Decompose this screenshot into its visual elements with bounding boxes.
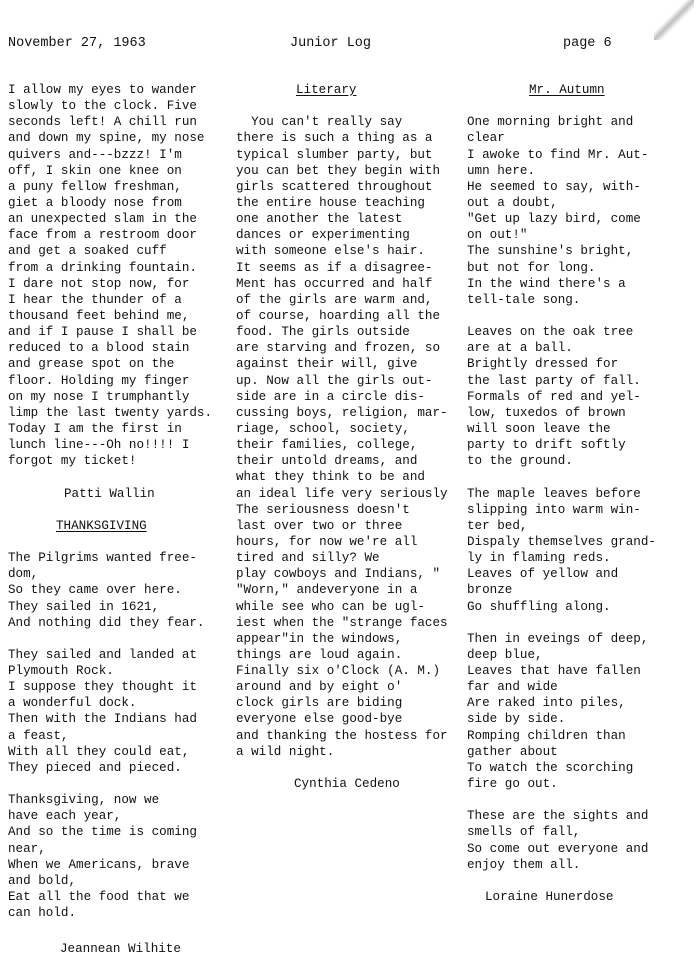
poem-line: on out!" bbox=[467, 228, 528, 243]
essay-line: "Worn," andeveryone in a bbox=[236, 583, 418, 598]
poem-line: And nothing did they fear. bbox=[8, 615, 205, 630]
poem-line: "Get up lazy bird, come bbox=[467, 212, 641, 227]
essay-line: The seriousness doesn't bbox=[236, 502, 410, 517]
poem-line: tell-tale song. bbox=[467, 292, 581, 307]
poem-line: They sailed and landed at bbox=[8, 647, 197, 662]
poem-line: ly in flaming reds. bbox=[467, 551, 611, 566]
essay-line: there is such a thing as a bbox=[236, 131, 433, 146]
prose-line: giet a bloody nose from bbox=[8, 195, 182, 210]
poem-line: have each year, bbox=[8, 809, 122, 824]
poem-line: far and wide bbox=[467, 680, 558, 695]
prose-line: an unexpected slam in the bbox=[8, 212, 197, 227]
poem-line: to the ground. bbox=[467, 454, 573, 469]
poem-line: I suppose they thought it bbox=[8, 680, 197, 695]
prose-line: and down my spine, my nose bbox=[8, 131, 205, 146]
prose-line: off, I skin one knee on bbox=[8, 163, 182, 178]
prose-line: face from a restroom door bbox=[8, 228, 197, 243]
poem-line: Eat all the food that we bbox=[8, 890, 190, 905]
poem-line: the last party of fall. bbox=[467, 373, 641, 388]
corner-smudge bbox=[654, 0, 694, 40]
essay-line: side are in a circle dis- bbox=[236, 389, 425, 404]
poem-line: deep blue, bbox=[467, 647, 543, 662]
poem-line: These are the sights and bbox=[467, 809, 649, 824]
prose-line: thousand feet behind me, bbox=[8, 308, 190, 323]
poem-line: side by side. bbox=[467, 712, 566, 727]
essay-line: what they think to be and bbox=[236, 470, 425, 485]
poem-line: Romping children than bbox=[467, 728, 626, 743]
prose-line: limp the last twenty yards. bbox=[8, 405, 213, 420]
poem-line: Brightly dressed for bbox=[467, 357, 619, 372]
prose-line: quivers and---bzzz! I'm bbox=[8, 147, 182, 162]
essay-line: appear"in the windows, bbox=[236, 631, 403, 646]
poem-line: Thanksgiving, now we bbox=[8, 793, 160, 808]
essay-line: everyone else good-bye bbox=[236, 712, 403, 727]
essay-line: dances or experimenting bbox=[236, 228, 410, 243]
poem-line: can hold. bbox=[8, 906, 77, 921]
poem-line: slipping into warm win- bbox=[467, 502, 641, 517]
essay-line: cussing boys, religion, mar- bbox=[236, 405, 448, 420]
poem-line: They sailed in 1621, bbox=[8, 599, 160, 614]
essay-line: up. Now all the girls out- bbox=[236, 373, 433, 388]
essay-line: It seems as if a disagree- bbox=[236, 260, 433, 275]
poem-line: One morning bright and bbox=[467, 115, 634, 130]
essay-line: around and by eight o' bbox=[236, 680, 403, 695]
poem-line: So come out everyone and bbox=[467, 841, 649, 856]
poem-line: The sunshine's bright, bbox=[467, 244, 634, 259]
prose-line: and get a soaked cuff bbox=[8, 244, 167, 259]
poem-line: Dispaly themselves grand- bbox=[467, 534, 656, 549]
prose-line: lunch line---Oh no!!!! I bbox=[8, 438, 190, 453]
prose-line: Today I am the first in bbox=[8, 421, 182, 436]
poem-line: Leaves of yellow and bbox=[467, 567, 619, 582]
poem-line: Formals of red and yel- bbox=[467, 389, 641, 404]
essay-line: iest when the "strange faces bbox=[236, 615, 448, 630]
poem-line: smells of fall, bbox=[467, 825, 581, 840]
poem-author: Jeannean Wilhite bbox=[60, 942, 181, 957]
poem-line: are at a ball. bbox=[467, 341, 573, 356]
poem-line: The Pilgrims wanted free- bbox=[8, 551, 197, 566]
essay-line: food. The girls outside bbox=[236, 325, 410, 340]
poem-line: And so the time is coming bbox=[8, 825, 197, 840]
poem-line: and bold, bbox=[8, 873, 77, 888]
poem-line: dom, bbox=[8, 567, 39, 582]
poem-line: Are raked into piles, bbox=[467, 696, 626, 711]
slumber-party-essay bbox=[236, 114, 466, 760]
publication-title: Junior Log bbox=[290, 36, 372, 51]
essay-line: against their will, give bbox=[236, 357, 418, 372]
essay-author: Cynthia Cedeno bbox=[294, 777, 400, 792]
prose-line: I dare not stop now, for bbox=[8, 276, 190, 291]
thanksgiving-poem bbox=[8, 550, 228, 921]
page-number: page 6 bbox=[563, 36, 612, 51]
essay-line: riage, school, society, bbox=[236, 421, 410, 436]
mr-autumn-poem bbox=[467, 114, 695, 873]
poem-line: Leaves on the oak tree bbox=[467, 325, 634, 340]
poem-line: low, tuxedos of brown bbox=[467, 405, 626, 420]
prose-line: a puny fellow freshman, bbox=[8, 179, 182, 194]
poem-line: umn here. bbox=[467, 163, 536, 178]
poem-line: He seemed to say, with- bbox=[467, 179, 641, 194]
literary-heading: Literary bbox=[296, 83, 357, 97]
prose-line: and if I pause I shall be bbox=[8, 325, 197, 340]
middle-column bbox=[236, 82, 466, 792]
prose-line: slowly to the clock. Five bbox=[8, 99, 197, 114]
poem-heading-mr-autumn: Mr. Autumn bbox=[529, 83, 605, 97]
poem-line: a feast, bbox=[8, 728, 69, 743]
essay-line: are starving and frozen, so bbox=[236, 341, 441, 356]
essay-line: typical slumber party, but bbox=[236, 147, 433, 162]
prose-line: from a drinking fountain. bbox=[8, 260, 197, 275]
essay-line: things are loud again. bbox=[236, 647, 403, 662]
essay-line: the entire house teaching bbox=[236, 195, 425, 210]
poem-line: near, bbox=[8, 841, 46, 856]
essay-line: with someone else's hair. bbox=[236, 244, 425, 259]
poem-line: Plymouth Rock. bbox=[8, 664, 114, 679]
poem-line: Then in eveings of deep, bbox=[467, 631, 649, 646]
essay-line: last over two or three bbox=[236, 518, 403, 533]
poem-line: enjoy them all. bbox=[467, 857, 581, 872]
poem-line: So they came over here. bbox=[8, 583, 182, 598]
poem-line: but not for long. bbox=[467, 260, 596, 275]
prose-piece bbox=[8, 82, 228, 469]
left-column bbox=[8, 82, 228, 958]
poem-line: To watch the scorching bbox=[467, 760, 634, 775]
poem-line: Go shuffling along. bbox=[467, 599, 611, 614]
essay-line: one another the latest bbox=[236, 212, 403, 227]
essay-line: their families, college, bbox=[236, 438, 418, 453]
poem-title: THANKSGIVING bbox=[56, 518, 147, 533]
poem-author-right: Loraine Hunerdose bbox=[485, 890, 614, 905]
prose-author: Patti Wallin bbox=[64, 486, 155, 501]
prose-line: I hear the thunder of a bbox=[8, 292, 182, 307]
essay-line: while see who can be ugl- bbox=[236, 599, 425, 614]
essay-line: their untold dreams, and bbox=[236, 454, 418, 469]
poem-line: clear bbox=[467, 131, 505, 146]
prose-line: floor. Holding my finger bbox=[8, 373, 190, 388]
poem-line: Then with the Indians had bbox=[8, 712, 197, 727]
essay-line: a wild night. bbox=[236, 744, 335, 759]
poem-line: When we Americans, brave bbox=[8, 857, 190, 872]
essay-line: Ment has occurred and half bbox=[236, 276, 433, 291]
essay-line: You can't really say bbox=[236, 115, 403, 130]
poem-line: gather about bbox=[467, 744, 558, 759]
essay-line: hours, for now we're all bbox=[236, 534, 418, 549]
essay-line: tired and silly? We bbox=[236, 551, 380, 566]
right-column bbox=[467, 82, 695, 905]
essay-line: of the girls are warm and, bbox=[236, 292, 433, 307]
poem-line: ter bed, bbox=[467, 518, 528, 533]
prose-line: forgot my ticket! bbox=[8, 454, 137, 469]
poem-line: I awoke to find Mr. Aut- bbox=[467, 147, 649, 162]
poem-line: With all they could eat, bbox=[8, 744, 190, 759]
essay-line: girls scattered throughout bbox=[236, 179, 433, 194]
prose-line: seconds left! A chill run bbox=[8, 115, 197, 130]
poem-line: a wonderful dock. bbox=[8, 696, 137, 711]
essay-line: play cowboys and Indians, " bbox=[236, 567, 441, 582]
prose-line: I allow my eyes to wander bbox=[8, 83, 197, 97]
essay-line: of course, hoarding all the bbox=[236, 308, 441, 323]
poem-line: party to drift softly bbox=[467, 438, 626, 453]
poem-line: The maple leaves before bbox=[467, 486, 641, 501]
prose-line: and grease spot on the bbox=[8, 357, 175, 372]
essay-line: an ideal life very seriously bbox=[236, 486, 448, 501]
poem-line: out a doubt, bbox=[467, 195, 558, 210]
poem-line: will soon leave the bbox=[467, 421, 611, 436]
poem-line: In the wind there's a bbox=[467, 276, 626, 291]
prose-line: on my nose I trumphantly bbox=[8, 389, 190, 404]
essay-line: clock girls are biding bbox=[236, 696, 403, 711]
issue-date: November 27, 1963 bbox=[8, 36, 146, 51]
poem-line: Leaves that have fallen bbox=[467, 664, 641, 679]
poem-line: fire go out. bbox=[467, 777, 558, 792]
poem-line: They pieced and pieced. bbox=[8, 760, 182, 775]
prose-line: reduced to a blood stain bbox=[8, 341, 190, 356]
poem-line: bronze bbox=[467, 583, 513, 598]
essay-line: Finally six o'Clock (A. M.) bbox=[236, 664, 441, 679]
essay-line: and thanking the hostess for bbox=[236, 728, 448, 743]
essay-line: you can bet they begin with bbox=[236, 163, 441, 178]
